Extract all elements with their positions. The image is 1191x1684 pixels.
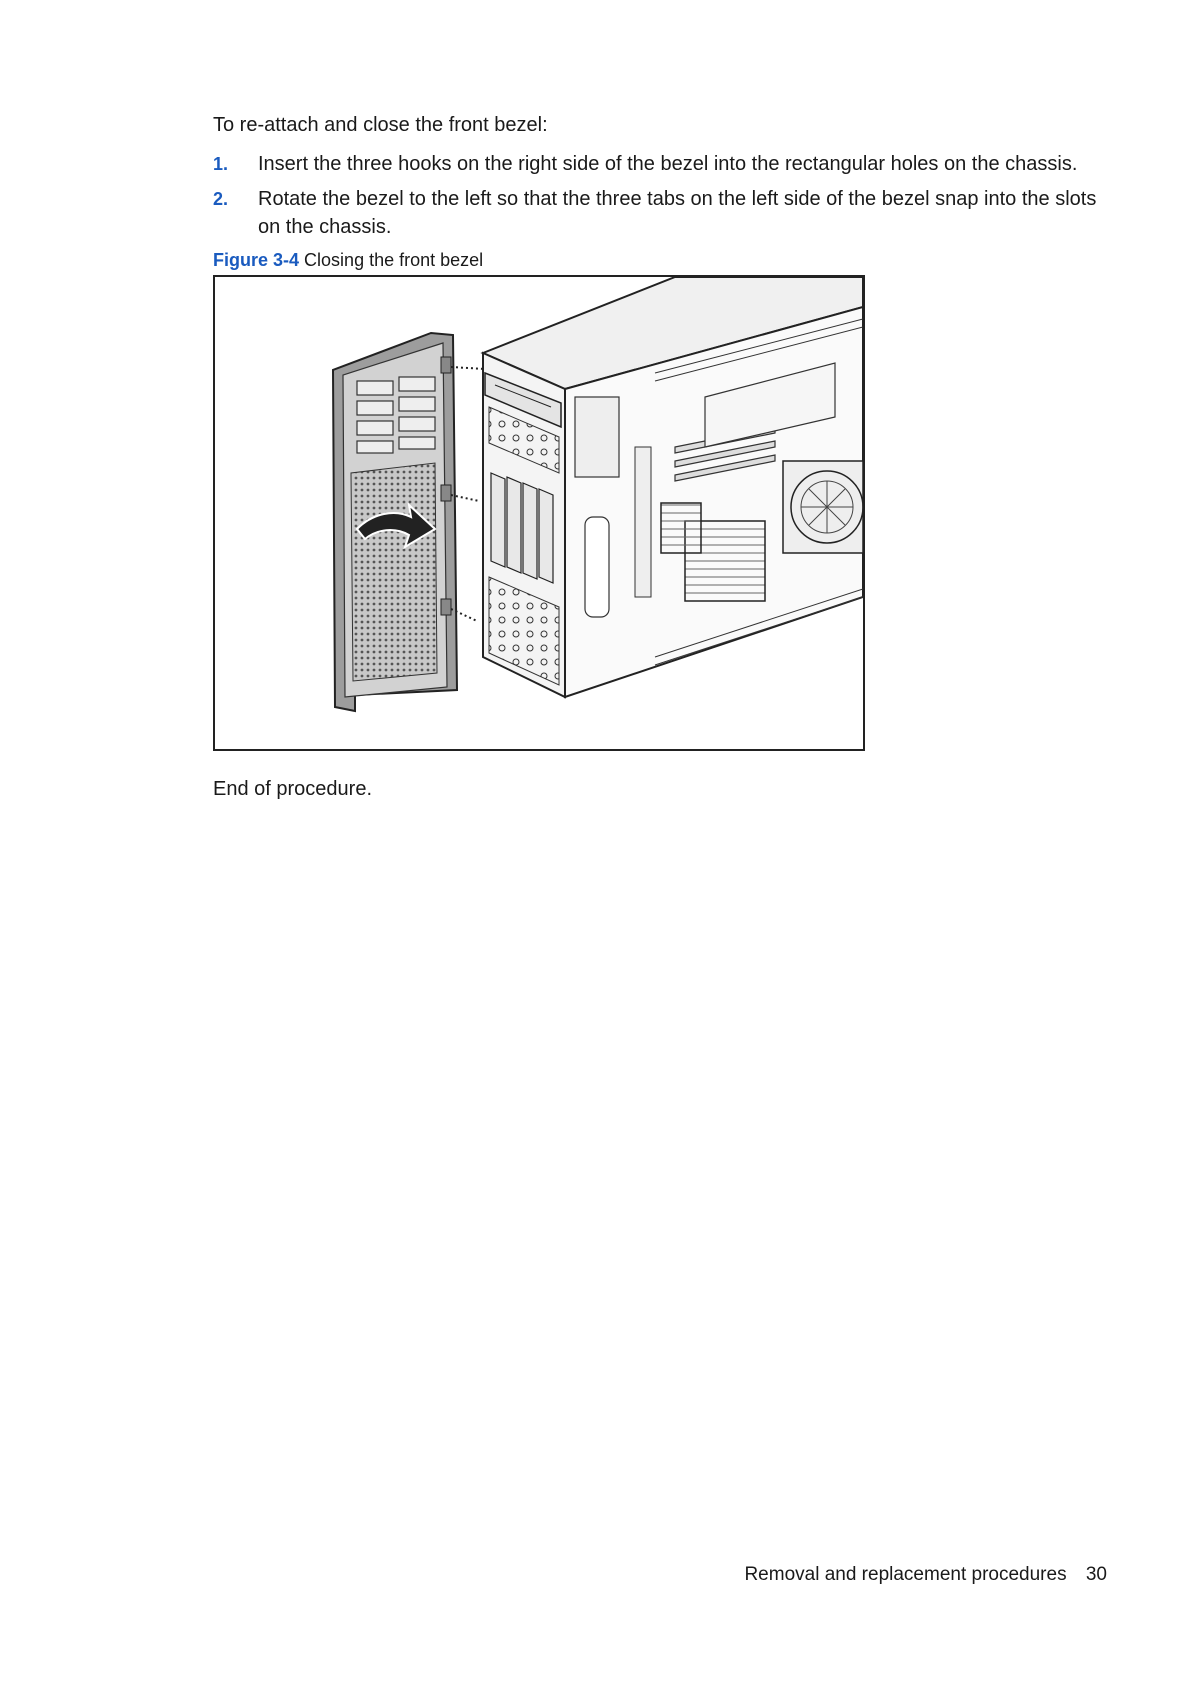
bezel-illustration [213, 275, 865, 751]
figure-caption [213, 250, 483, 271]
front-bezel [333, 333, 457, 711]
fan-icon [783, 461, 863, 553]
step-number: 2. [213, 189, 229, 209]
step-text: Rotate the bezel to the left so that the three tabs on the left side of the bezel snap into the slots on the chassis. [258, 188, 1097, 238]
step-item [213, 150, 1113, 178]
procedure-steps [213, 150, 1113, 248]
intro-text: To re-attach and close the front bezel: [213, 114, 548, 136]
page-footer [744, 1564, 1107, 1586]
figure-title: Closing the front bezel [304, 250, 484, 270]
end-of-procedure-text: End of procedure. [213, 778, 372, 800]
step-text: Insert the three hooks on the right side of the bezel into the rectangular holes on the chassis. [258, 153, 1078, 175]
step-item [213, 185, 1113, 241]
step-number: 1. [213, 154, 229, 174]
figure-label: Figure 3-4 [213, 250, 300, 270]
server-chassis [483, 277, 863, 697]
page-number: 30 [1085, 1564, 1107, 1585]
footer-section-title: Removal and replacement procedures [744, 1564, 1067, 1585]
